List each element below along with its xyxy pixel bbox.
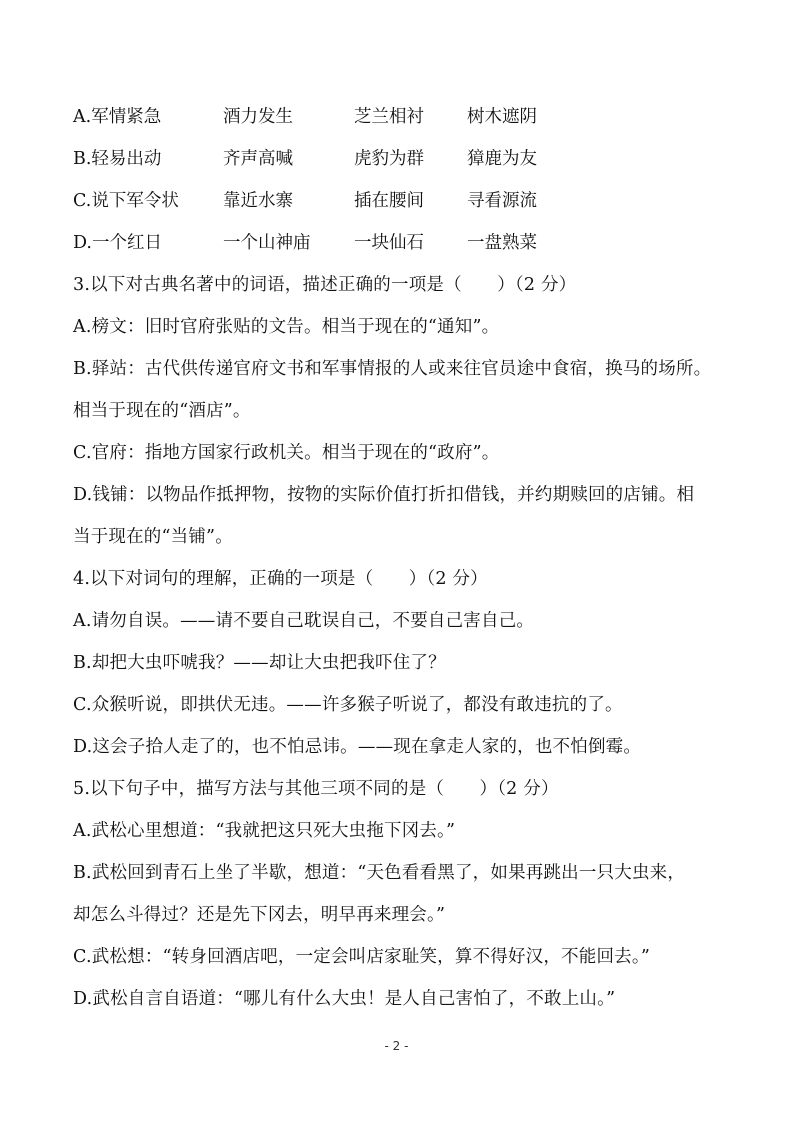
option-word: 寻看源流 xyxy=(467,191,537,211)
question-3-option-d: D.钱铺：以物品作抵押物，按物的实际价值打折扣借钱，并约期赎回的店铺。相 xyxy=(73,485,695,505)
option-word: 一盘熟菜 xyxy=(467,233,537,253)
question-4-option-d: D.这会子拾人走了的，也不怕忌讳。——现在拿走人家的，也不怕倒霉。 xyxy=(73,737,642,757)
question-5-option-a: A.武松心里想道：“我就把这只死大虫拖下冈去。” xyxy=(73,821,456,841)
question-5-option-d: D.武松自言自语道：“哪儿有什么大虫！是人自己害怕了，不敢上山。” xyxy=(73,989,616,1009)
option-word: 芝兰相衬 xyxy=(354,107,424,127)
question-3-option-c: C.官府：指地方国家行政机关。相当于现在的“政府”。 xyxy=(73,443,500,463)
option-word: 靠近水寨 xyxy=(223,191,293,211)
question-3-option-b: B.驿站：古代供传递官府文书和军事情报的人或来往官员途中食宿，换马的场所。 xyxy=(73,359,712,379)
question-3-option-b-cont: 相当于现在的“酒店”。 xyxy=(73,401,251,421)
question-3-option-d-cont: 当于现在的“当铺”。 xyxy=(73,527,233,547)
option-word: 插在腰间 xyxy=(354,191,424,211)
option-label: C.说下军令状 xyxy=(73,191,179,211)
question-4-stem: 4.以下对词句的理解，正确的一项是（ ）（2 分） xyxy=(73,569,488,589)
question-5-option-c: C.武松想：“转身回酒店吧，一定会叫店家耻笑，算不得好汉，不能回去。” xyxy=(73,947,650,967)
option-label: A.军情紧急 xyxy=(73,107,162,127)
page-number: - 2 - xyxy=(384,1039,409,1053)
question-4-option-b: B.却把大虫吓唬我？——却让大虫把我吓住了？ xyxy=(73,653,446,673)
question-3-option-a: A.榜文：旧时官府张贴的文告。相当于现在的“通知”。 xyxy=(73,317,500,337)
question-3-stem: 3.以下对古典名著中的词语，描述正确的一项是（ ）（2 分） xyxy=(73,275,577,295)
option-word: 一块仙石 xyxy=(354,233,424,253)
question-5-option-b-cont: 却怎么斗得过？还是先下冈去，明早再来理会。” xyxy=(73,905,446,925)
question-4-option-c: C.众猴听说，即拱伏无违。——许多猴子听说了，都没有敢违抗的了。 xyxy=(73,695,623,715)
option-word: 一个山神庙 xyxy=(223,233,311,253)
question-5-option-b: B.武松回到青石上坐了半歇，想道：“天色看看黑了，如果再跳出一只大虫来， xyxy=(73,863,686,883)
option-word: 树木遮阴 xyxy=(467,107,537,127)
option-label: B.轻易出动 xyxy=(73,149,162,169)
option-word: 齐声高喊 xyxy=(223,149,293,169)
question-4-option-a: A.请勿自误。——请不要自己耽误自己，不要自己害自己。 xyxy=(73,611,535,631)
option-word: 獐鹿为友 xyxy=(467,149,537,169)
option-word: 虎豹为群 xyxy=(354,149,424,169)
option-label: D.一个红日 xyxy=(73,233,162,253)
option-word: 酒力发生 xyxy=(223,107,293,127)
question-5-stem: 5.以下句子中，描写方法与其他三项不同的是（ ）（2 分） xyxy=(73,779,559,799)
